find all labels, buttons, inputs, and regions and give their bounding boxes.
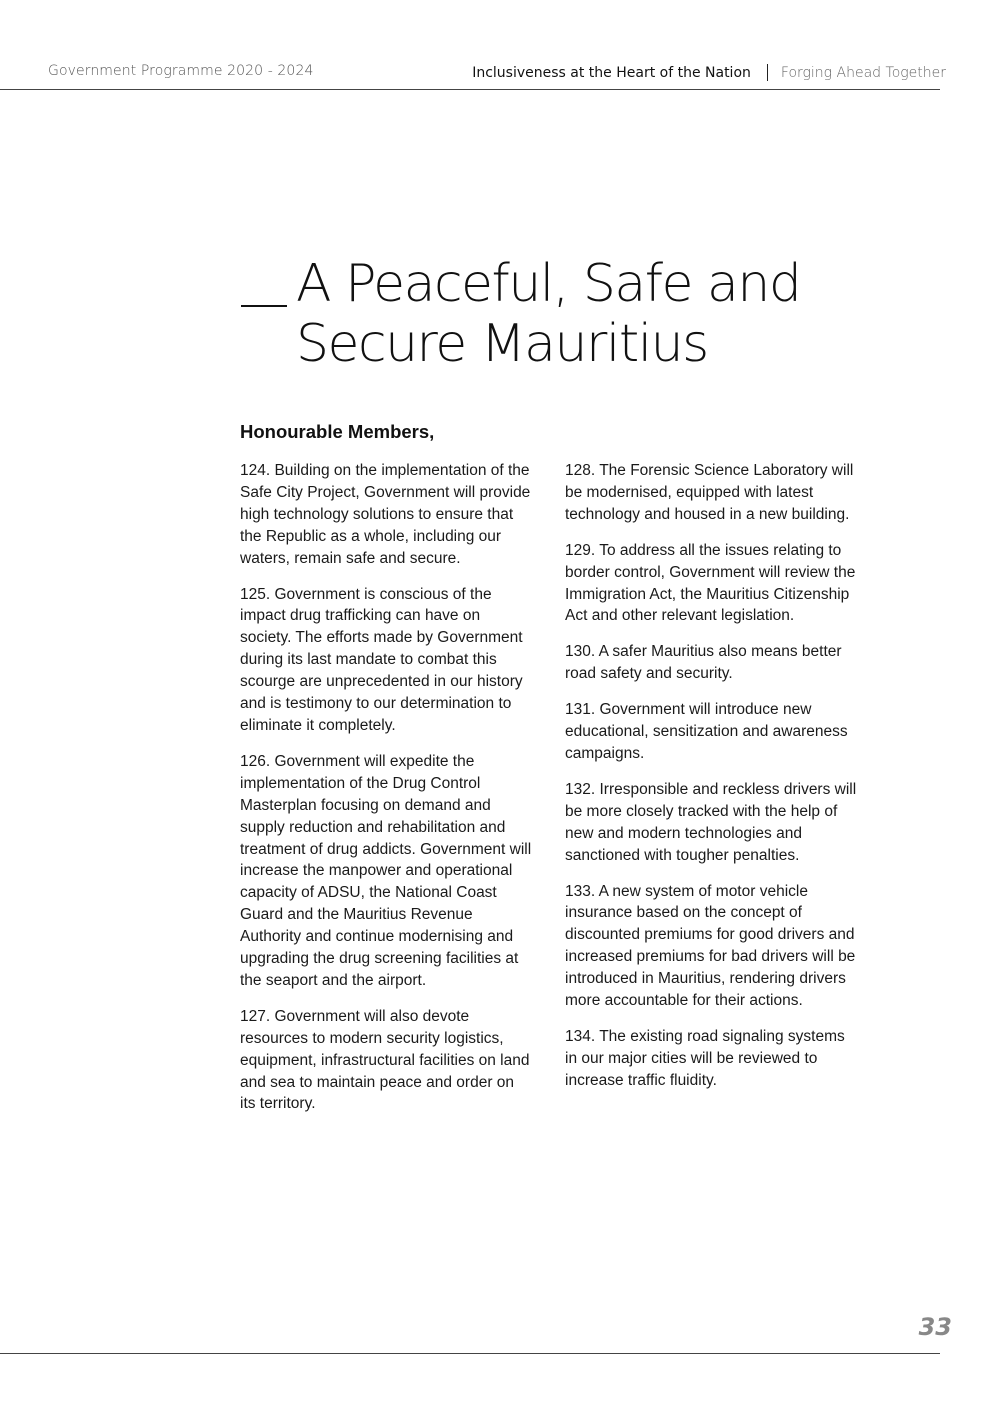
header-programme-title: Government Programme 2020 - 2024 bbox=[48, 63, 314, 79]
paragraph-125: 125. Government is conscious of the impact drug trafficking can have on society. The efforts made by Government during its last mandate to combat this scourge are unprecedented in our history and is testimony to our determination to eliminate it completely. bbox=[240, 585, 523, 734]
header-tagline: Forging Ahead Together bbox=[780, 64, 946, 81]
paragraph-131: 131. Government will introduce new educational, sensitization and awareness campaigns. bbox=[565, 701, 848, 762]
header-theme: Inclusiveness at the Heart of the Nation bbox=[472, 64, 751, 81]
page-title bbox=[296, 254, 800, 374]
header-divider bbox=[0, 89, 940, 90]
right-column bbox=[565, 460, 857, 1106]
paragraph-130: 130. A safer Mauritius also means better road safety and security. bbox=[565, 643, 842, 683]
paragraph-126: 126. Government will expedite the implementation of the Drug Control Masterplan focusing on demand and supply reduction and rehabilitation and treatment of drug addicts. Government will increase the manpower and operational capacity of ADSU, the National Coast Guard and the Mauritius Revenue Authority and continue modernising and upgrading the drug screening facilities at the seaport and the airport. bbox=[240, 752, 532, 989]
header-separator bbox=[767, 64, 768, 81]
paragraph-133: 133. A new system of motor vehicle insurance based on the concept of discounted premiums for good drivers and increased premiums for bad drivers will be introduced in Mauritius, rendering drivers more accountable for their actions. bbox=[565, 882, 856, 1010]
footer-divider bbox=[0, 1353, 940, 1354]
title-dash-decoration bbox=[241, 305, 287, 307]
page-title-line-1: A Peaceful, Safe and bbox=[296, 254, 801, 314]
paragraph-134: 134. The existing road signaling systems in our major cities will be reviewed to increase traffic fluidity. bbox=[565, 1027, 845, 1089]
page-number: 33 bbox=[918, 1313, 952, 1341]
header-right-group bbox=[472, 64, 946, 81]
paragraph-127: 127. Government will also devote resources to modern security logistics, equipment, infrastructural facilities on land and sea to maintain peace and order on its territory. bbox=[240, 1007, 530, 1113]
paragraph-129: 129. To address all the issues relating to border control, Government will review the Immigration Act, the Mauritius Citizenship Act and other relevant legislation. bbox=[565, 541, 856, 625]
section-heading: Honourable Members, bbox=[240, 421, 435, 442]
page-title-line-2: Secure Mauritius bbox=[296, 314, 708, 374]
paragraph-124: 124. Building on the implementation of the Safe City Project, Government will provide high technology solutions to ensure that the Republic as a whole, including our waters, remain safe and secure. bbox=[240, 462, 531, 567]
paragraph-128: 128. The Forensic Science Laboratory will be modernised, equipped with latest technology and housed in a new building. bbox=[565, 462, 854, 523]
paragraph-132: 132. Irresponsible and reckless drivers will be more closely tracked with the help of new and modern technologies and sanctioned with tougher penalties. bbox=[565, 780, 857, 864]
left-column bbox=[240, 460, 532, 1129]
